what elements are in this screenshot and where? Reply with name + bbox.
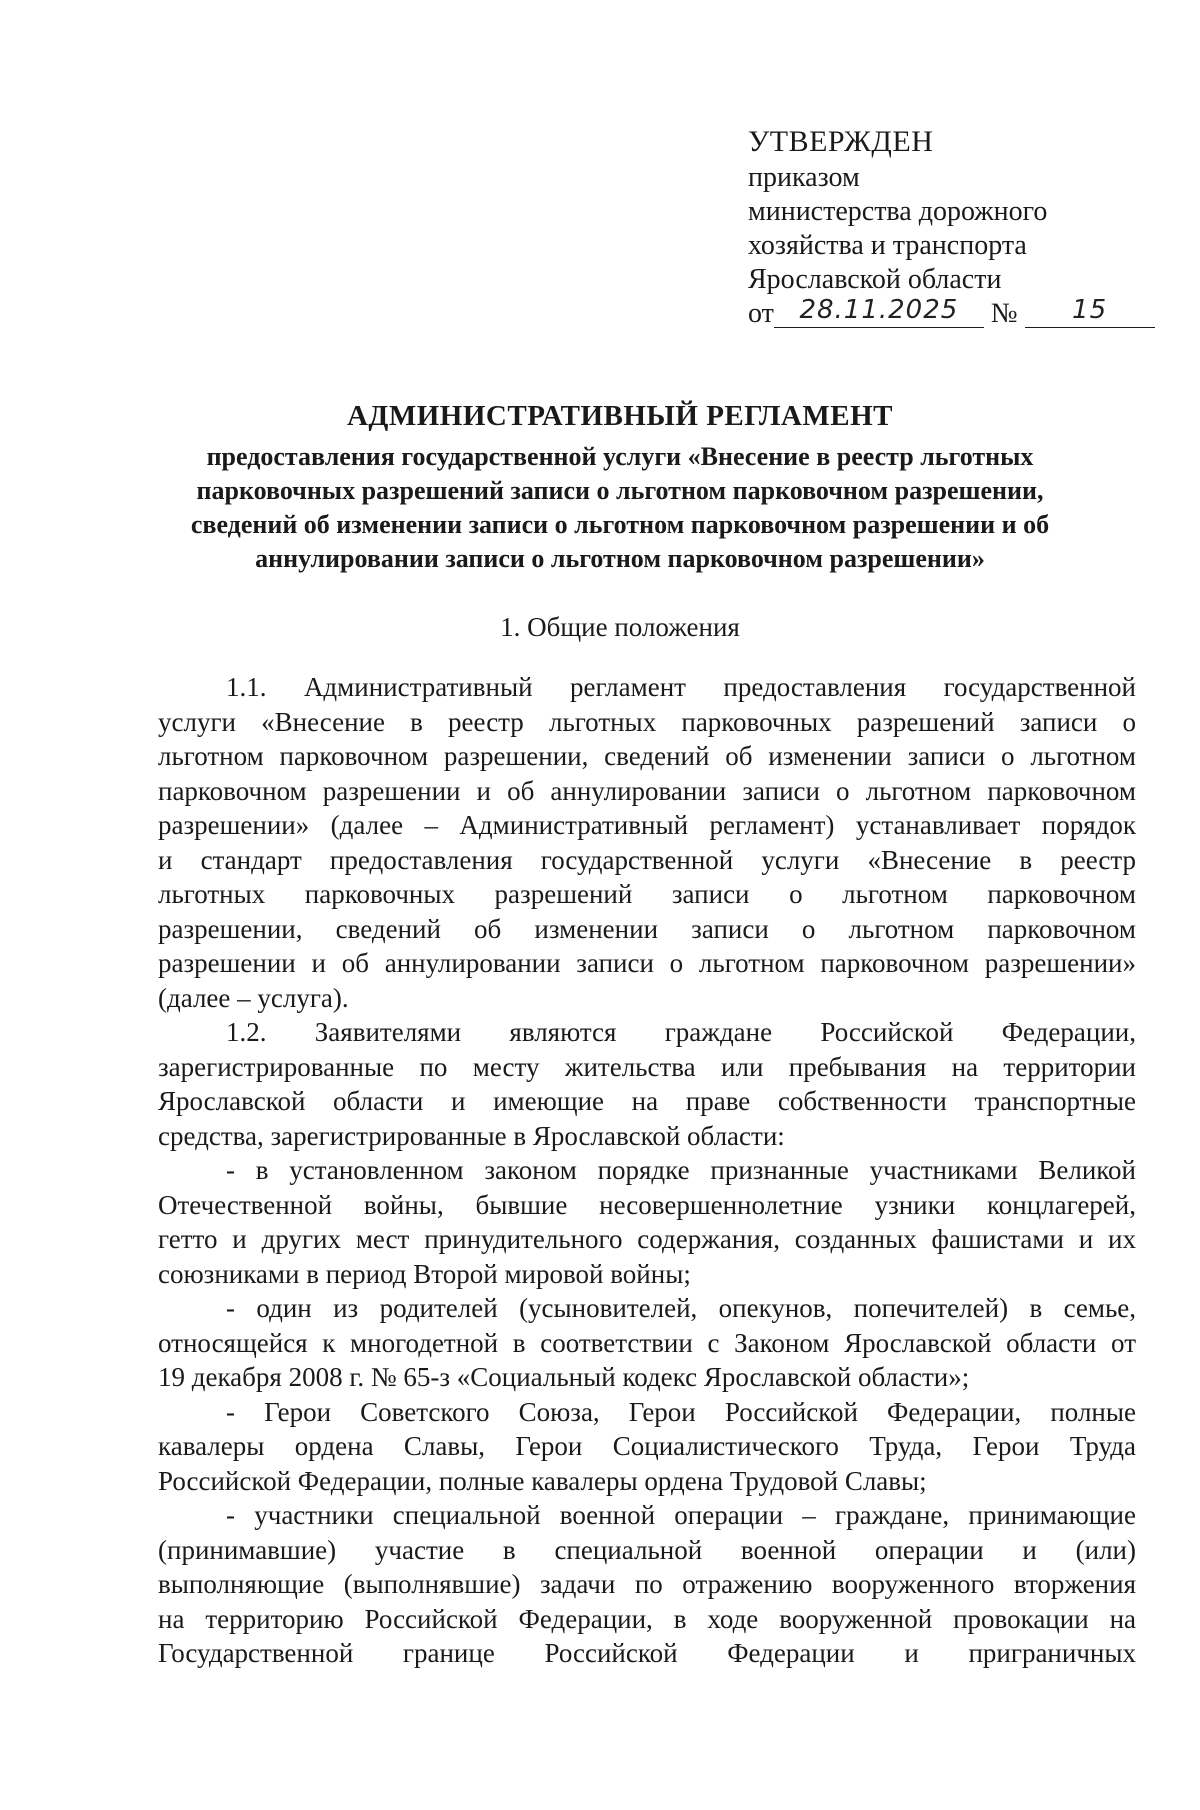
- approval-date-line: [748, 297, 1148, 331]
- list-item-line: (принимавшие) участие в специальной военной операции и (или): [158, 1534, 1136, 1565]
- list-item-line: союзниками в период Второй мировой войны;: [158, 1258, 691, 1289]
- paragraph-line: разрешении, сведений об изменении записи о льготном парковочном: [158, 913, 1136, 944]
- paragraph-line: 1.2. Заявителями являются граждане Российской Федерации,: [226, 1017, 1136, 1047]
- date-prefix: от: [748, 298, 774, 329]
- list-item-line: Государственной границе Российской Федерации и приграничных: [158, 1638, 1136, 1668]
- subtitle-line: парковочных разрешений записи о льготном парковочном разрешении,: [196, 476, 1044, 505]
- paragraph-line: льготных парковочных разрешений записи о льготном парковочном: [158, 879, 1136, 909]
- subtitle-line: аннулировании записи о льготном парковочном разрешении»: [255, 544, 985, 573]
- list-item-line: - один из родителей (усыновителей, опекунов, попечителей) в семье,: [226, 1293, 1136, 1323]
- paragraph-line: (далее – услуга).: [158, 982, 349, 1013]
- list-item-line: выполняющие (выполнявшие) задачи по отражению вооруженного вторжения: [158, 1569, 1136, 1599]
- approval-block: [748, 125, 1148, 331]
- document-body: [158, 670, 1136, 1671]
- paragraph-line: 1.1. Административный регламент предоставления государственной: [226, 672, 1136, 702]
- number-prefix: №: [990, 298, 1018, 329]
- paragraph-line: разрешении и об аннулировании записи о льготном парковочном разрешении»: [158, 948, 1136, 978]
- handwritten-date: 28.11.2025: [799, 295, 959, 325]
- date-field: [774, 297, 984, 328]
- paragraph-line: разрешении» (далее – Административный регламент) устанавливает порядок: [158, 810, 1136, 840]
- list-item-line: гетто и других мест принудительного содержания, созданных фашистами и их: [158, 1224, 1136, 1254]
- approval-line: министерства дорожного: [748, 196, 1048, 227]
- number-field: [1025, 297, 1155, 328]
- subtitle-line: предоставления государственной услуги «Внесение в реестр льготных: [206, 442, 1034, 471]
- paragraph-line: услуги «Внесение в реестр льготных парковочных разрешений записи о: [158, 706, 1136, 737]
- paragraph-line: средства, зарегистрированные в Ярославской области:: [158, 1120, 785, 1151]
- list-item-line: Российской Федерации, полные кавалеры ордена Трудовой Славы;: [158, 1465, 927, 1496]
- paragraph-line: зарегистрированные по месту жительства или пребывания на территории: [158, 1051, 1136, 1082]
- approval-title: УТВЕРЖДЕН: [748, 125, 934, 158]
- paragraph-line: льготном парковочном разрешении, сведений об изменении записи о льготном: [158, 741, 1136, 771]
- list-item-line: Отечественной войны, бывшие несовершеннолетние узники концлагерей,: [158, 1189, 1136, 1220]
- document-title: АДМИНИСТРАТИВНЫЙ РЕГЛАМЕНТ: [346, 400, 893, 432]
- section-heading: 1. Общие положения: [500, 612, 740, 642]
- list-item-line: относящейся к многодетной в соответствии с Законом Ярославской области от: [158, 1327, 1136, 1358]
- approval-line: хозяйства и транспорта: [748, 230, 1027, 261]
- list-item-line: на территорию Российской Федерации, в ходе вооруженной провокации на: [158, 1603, 1136, 1634]
- list-item-line: 19 декабря 2008 г. № 65-з «Социальный кодекс Ярославской области»;: [158, 1362, 970, 1392]
- list-item-line: кавалеры ордена Славы, Герои Социалистического Труда, Герои Труда: [158, 1431, 1136, 1461]
- paragraph-line: парковочном разрешении и об аннулировании записи о льготном парковочном: [158, 775, 1136, 806]
- list-item-line: - в установленном законом порядке признанные участниками Великой: [226, 1155, 1136, 1185]
- list-item-line: - участники специальной военной операции – граждане, принимающие: [226, 1500, 1136, 1530]
- subtitle-line: сведений об изменении записи о льготном парковочном разрешении и об: [190, 510, 1050, 539]
- approval-line: Ярославской области: [748, 264, 1002, 295]
- approval-line: приказом: [748, 162, 860, 193]
- paragraph-line: Ярославской области и имеющие на праве собственности транспортные: [158, 1086, 1136, 1116]
- handwritten-number: 15: [1072, 295, 1108, 325]
- document-subtitle: [120, 440, 1120, 576]
- paragraph-line: и стандарт предоставления государственной услуги «Внесение в реестр: [158, 844, 1136, 875]
- list-item-line: - Герои Советского Союза, Герои Российской Федерации, полные: [226, 1396, 1136, 1427]
